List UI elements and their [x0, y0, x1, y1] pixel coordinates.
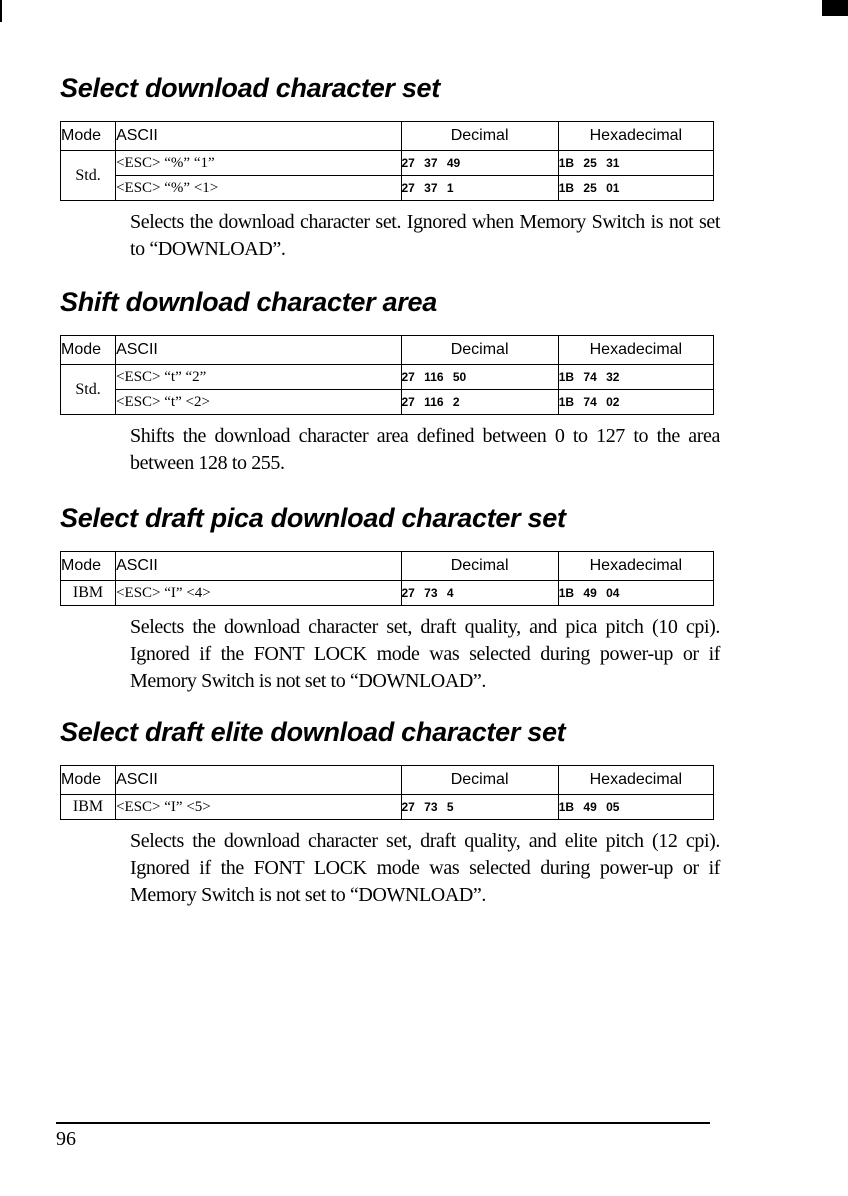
section-description: Selects the download character set. Ignored when Memory Switch is not set to “DOWNLOAD”.: [130, 211, 720, 260]
decimal-cell: 27 116 2: [401, 390, 558, 415]
ascii-cell: <ESC> “I” <5>: [116, 795, 401, 820]
header-mode: Mode: [61, 552, 116, 581]
section-select-download-character-set: [60, 70, 720, 263]
table-header-row: [61, 766, 714, 795]
command-table: [60, 121, 714, 201]
section-shift-download-character-area: [60, 284, 720, 477]
scan-edge-mark: [0, 0, 2, 22]
section-select-draft-elite-download-character-set: [60, 714, 720, 909]
section-description: Shifts the download character area defined between 0 to 127 to the area between 128 to 255.: [130, 425, 720, 474]
table-header-row: [61, 336, 714, 365]
footer-rule: [56, 1122, 710, 1124]
decimal-cell: 27 37 1: [401, 176, 558, 201]
section-title: Select download character set: [60, 73, 440, 103]
table-row: [61, 151, 714, 176]
header-hexadecimal: Hexadecimal: [558, 336, 713, 365]
decimal-cell: 27 116 50: [401, 365, 558, 390]
scan-corner-mark: [822, 0, 848, 16]
page-number: 96: [56, 1128, 76, 1150]
header-hexadecimal: Hexadecimal: [558, 552, 713, 581]
command-table: [60, 765, 714, 820]
header-decimal: Decimal: [401, 122, 558, 151]
ascii-cell: <ESC> “t” <2>: [116, 390, 401, 415]
hex-cell: 1B 25 01: [558, 176, 713, 201]
section-title: Shift download character area: [60, 287, 437, 317]
ascii-cell: <ESC> “t” “2”: [116, 365, 401, 390]
header-decimal: Decimal: [401, 766, 558, 795]
mode-cell: Std.: [61, 365, 116, 415]
section-description: Selects the download character set, draft quality, and pica pitch (10 cpi). Ignored if the FONT LOCK mode was selected during power-up or if Memory Switch is not set to “DOWNLOAD”.: [130, 616, 720, 692]
mode-cell: IBM: [61, 795, 116, 820]
header-decimal: Decimal: [401, 552, 558, 581]
hex-cell: 1B 25 31: [558, 151, 713, 176]
ascii-cell: <ESC> “I” <4>: [116, 581, 401, 606]
table-header-row: [61, 552, 714, 581]
hex-cell: 1B 74 02: [558, 390, 713, 415]
section-title: Select draft pica download character set: [60, 503, 566, 533]
command-table: [60, 335, 714, 415]
ascii-cell: <ESC> “%” <1>: [116, 176, 401, 201]
header-ascii: ASCII: [116, 336, 401, 365]
hex-cell: 1B 74 32: [558, 365, 713, 390]
table-row: [61, 795, 714, 820]
header-mode: Mode: [61, 122, 116, 151]
header-ascii: ASCII: [116, 122, 401, 151]
hex-cell: 1B 49 04: [558, 581, 713, 606]
section-description: Selects the download character set, draft quality, and elite pitch (12 cpi). Ignored if the FONT LOCK mode was selected during power-up or if Memory Switch is not set to “DOWNLOAD”.: [130, 830, 720, 906]
header-mode: Mode: [61, 766, 116, 795]
table-row: [61, 390, 714, 415]
hex-cell: 1B 49 05: [558, 795, 713, 820]
decimal-cell: 27 37 49: [401, 151, 558, 176]
header-hexadecimal: Hexadecimal: [558, 122, 713, 151]
mode-cell: Std.: [61, 151, 116, 201]
ascii-cell: <ESC> “%” “1”: [116, 151, 401, 176]
header-hexadecimal: Hexadecimal: [558, 766, 713, 795]
header-ascii: ASCII: [116, 766, 401, 795]
header-decimal: Decimal: [401, 336, 558, 365]
table-row: [61, 365, 714, 390]
command-table: [60, 551, 714, 606]
section-select-draft-pica-download-character-set: [60, 500, 720, 695]
header-mode: Mode: [61, 336, 116, 365]
table-row: [61, 581, 714, 606]
decimal-cell: 27 73 5: [401, 795, 558, 820]
mode-cell: IBM: [61, 581, 116, 606]
table-header-row: [61, 122, 714, 151]
header-ascii: ASCII: [116, 552, 401, 581]
section-title: Select draft elite download character set: [60, 717, 566, 747]
decimal-cell: 27 73 4: [401, 581, 558, 606]
table-row: [61, 176, 714, 201]
